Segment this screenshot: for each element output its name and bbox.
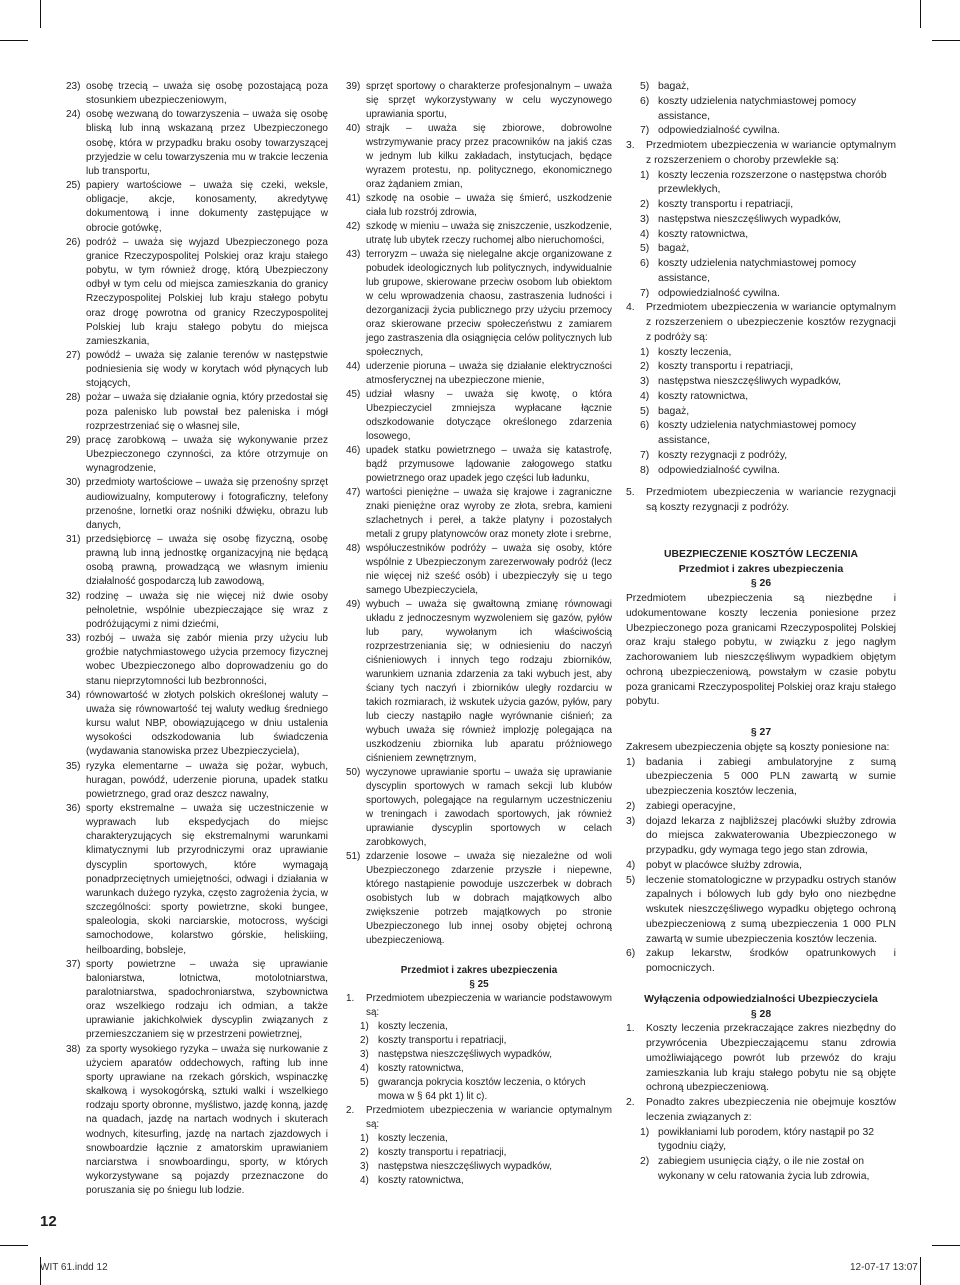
list-item <box>66 590 328 632</box>
list-item <box>346 1034 612 1048</box>
list-item <box>626 449 896 464</box>
list-item-number: 2) <box>640 199 650 210</box>
list-item <box>66 1043 328 1199</box>
list-item-number: 3) <box>626 815 636 827</box>
clause-text: Przedmiotem ubezpieczenia w wariancie optymalnym z rozszerzeniem o choroby przewlekłe są: <box>646 140 896 166</box>
clause-number: 1. <box>346 993 355 1004</box>
list-item-text: osobę wezwaną do towarzyszenia – uważa się osobę bliską lub inną wskazaną przez Ubezpieczonego osobę, która w przypadku braku osoby towarzyszącej przyjedzie w celu towarzyszenia mu w trakcie leczenia lub transportu, <box>86 109 328 177</box>
list-item-text: badania i zabiegi ambulatoryjne z sumą ubezpieczenia 5 000 PLN zawartą w sumie ubezpieczenia kosztów leczenia, <box>646 756 896 797</box>
list-item-number: 6) <box>640 95 650 107</box>
list-item-text: przedsiębiorcę – uważa się osobę fizyczną, osobę prawną lub inną jednostkę organizacyjną nie będącą osobą prawną, prowadzącą we własnym imieniu działalność gospodarczą lub zawodową, <box>86 534 328 588</box>
list-item <box>66 689 328 760</box>
list-item-number: 8) <box>640 464 650 476</box>
list-item-text: zabiegiem usunięcia ciąży, o ile nie został on wykonany w celu ratowania życia lub zdrowia, <box>658 1156 870 1182</box>
list-item-text: odpowiedzialność cywilna. <box>658 287 780 299</box>
clause-number: 4. <box>626 302 635 314</box>
list-item-number: 7) <box>640 287 650 299</box>
list-item-text: bagaż, <box>658 405 690 417</box>
list-item-number: 4) <box>640 390 650 402</box>
list-item <box>66 108 328 179</box>
list-item <box>626 257 896 287</box>
list-item-number: 1) <box>640 1126 650 1138</box>
list-item-number: 2) <box>360 1147 369 1158</box>
list-item <box>626 947 896 977</box>
list-item <box>346 1076 612 1104</box>
list-item <box>66 349 328 391</box>
list-item-text: podróż – uważa się wyjazd Ubezpieczonego poza granice Rzeczypospolitej Polskiej oraz kraju stałego pobytu, w tym również drogę, którą Ubezpieczony odbył w tym celu od miejsca zamieszkania do granicy Rzeczypospolitej Polskiej lub kraju stałego pobytu oraz drogę powrotna od granicy Rzeczypospolitej Polskiej lub kraju stałego pobytu do miejsca zamieszkania, <box>86 236 328 347</box>
list-item <box>346 850 612 948</box>
clause-text: Przedmiotem ubezpieczenia w wariancie optymalnym z rozszerzeniem o ubezpieczenie kosztów rezygnacji z podróży są: <box>646 302 896 343</box>
list-item-text: udział własny – uważa się kwotę, o która Ubezpieczyciel zmniejsza wypłacane łącznie odszkodowanie dotyczące określonego zdarzenia losowego, <box>366 389 612 442</box>
list-item-number: 1) <box>360 1133 369 1144</box>
list-item-number: 50) <box>346 767 361 778</box>
list-item <box>346 220 612 248</box>
list-item <box>346 542 612 598</box>
list-item-number: 3) <box>640 376 650 387</box>
list-item-number: 40) <box>346 123 361 134</box>
list-item <box>626 1155 896 1185</box>
list-item-text: odpowiedzialność cywilna. <box>658 464 780 476</box>
list-item-text: zabiegi operacyjne, <box>646 800 736 812</box>
list-item <box>626 756 896 800</box>
exclusions-heading: Wyłączenia odpowiedzialności Ubezpieczyciela <box>644 993 878 1005</box>
clause-text: Koszty leczenia przekraczające zakres niezbędny do przywrócenia Ubezpieczającemu stanu zdrowia umożliwiającego powrót lub przewóz do kraju zamieszkania lub kraju stałego pobytu nie są objęte ochroną ubezpieczeniową. <box>646 1023 896 1094</box>
list-item <box>66 434 328 476</box>
list-item-text: koszty transportu i repatriacji, <box>378 1035 507 1046</box>
list-item-number: 38) <box>66 1043 81 1055</box>
clause-28-2-sublist <box>626 1126 896 1185</box>
clause-28-2 <box>626 1096 896 1126</box>
list-item-text: koszty leczenia, <box>378 1021 448 1032</box>
list-item <box>66 760 328 802</box>
list-item-text: sporty ekstremalne – uważa się uczestniczenie w wyprawach lub ekspedycjach do miejsc charakteryzujących się ekstremalnymi warunkami klimatycznymi lub przyrodniczymi oraz uprawianie dyscyplin sportowych, które wymagają ponadprzeciętnych umiejętności, odwagi i działania w warunkach dużego ryzyka, często zagrożenia życia, w szczególności: sporty powietrzne, skoki bungee, spaleologia, skoki narciarskie, motocross, wyścigi samochodowe, kolarstwo górskie, heliskiing, heilboarding, bobsleje, <box>86 802 328 956</box>
clause-number: 2. <box>346 1105 355 1116</box>
list-item <box>346 766 612 850</box>
list-item <box>346 1160 612 1174</box>
list-item <box>66 391 328 433</box>
list-item-number: 37) <box>66 958 81 970</box>
clause-number: 5. <box>626 487 635 499</box>
list-item <box>346 598 612 766</box>
list-item <box>626 800 896 815</box>
list-item-text: koszty transportu i repatriacji, <box>658 361 794 373</box>
list-item-text: koszty leczenia, <box>378 1133 448 1144</box>
section-number-25: § 25 <box>469 979 489 990</box>
list-item-number: 4) <box>360 1063 369 1074</box>
list-item-number: 51) <box>346 851 361 862</box>
clause-25-2 <box>346 1104 612 1132</box>
list-item-number: 4) <box>626 859 636 871</box>
list-item <box>66 958 328 1043</box>
list-item <box>66 236 328 349</box>
list-item-text: rodzinę – uważa się nie więcej niż dwie osoby pełnoletnie, wspólnie ubezpieczające się wraz z podróżującymi z nimi dziećmi, <box>86 590 328 630</box>
list-item-text: uderzenie pioruna – uważa się działanie elektryczności atmosferycznej na ubezpieczone mienie, <box>366 361 612 386</box>
list-item-text: współuczestników podróży – uważa się osoby, które wspólnie z Ubezpieczonym zarezerwowały podróż (lecz nie więcej niż sześć osób) i ubezpieczyły się u tego samego Ubezpieczyciela, <box>366 543 612 596</box>
list-item-number: 25) <box>66 180 81 192</box>
list-item <box>346 486 612 542</box>
list-item-number: 1) <box>360 1021 369 1032</box>
clause-25-1-sublist <box>346 1020 612 1104</box>
clause-text: Przedmiotem ubezpieczenia w wariancie rezygnacji są koszty rezygnacji z podróży. <box>646 487 896 513</box>
list-item <box>346 1062 612 1076</box>
list-item-number: 47) <box>346 487 361 498</box>
list-item <box>626 228 896 243</box>
crop-mark-top-left-h <box>0 40 28 41</box>
list-item-number: 35) <box>66 760 81 772</box>
list-item <box>346 248 612 360</box>
clause-28-1 <box>626 1022 896 1096</box>
list-item-number: 6) <box>640 258 650 269</box>
list-item-number: 2) <box>640 1156 650 1167</box>
list-item-text: przedmioty wartościowe – uważa się przenośny sprzęt audiowizualny, komputerowy i fotograficzny, telefony przenośne, lornetki oraz nośniki dźwięku, obrazu lub danych, <box>86 477 328 531</box>
list-item <box>346 1048 612 1062</box>
list-item <box>66 476 328 533</box>
list-item-text: za sporty wysokiego ryzyka – uważa się nurkowanie z użyciem aparatów oddechowych, rafting lub inne sporty uprawiane na rzekach górskich, wspinaczkę skałkową i wysokogórską, sztuki walki i wszelkiego rodzaju sporty obronne, myślistwo, jazdę konną, jazdę na quadach, jazdę na nartach wodnych i skuterach wodnych, kitesurfing, jazdę na nartach zjazdowych i snowboardzie łącznie z amatorskim uprawianiem narciarstwa i snowboardingu, sporty, w których wykorzystywane są pojazdy przeznaczone do poruszania się po śniegu lub lodzie. <box>86 1043 328 1197</box>
list-item-text: koszty ratownictwa, <box>658 390 749 402</box>
list-item <box>346 1132 612 1146</box>
list-item <box>346 1020 612 1034</box>
list-item-text: zakup lekarstw, środków opatrunkowych i pomocniczych. <box>646 948 896 974</box>
list-item-text: odpowiedzialność cywilna. <box>658 125 780 137</box>
clause-number: 3. <box>626 140 635 151</box>
list-item-number: 1) <box>626 756 636 768</box>
list-item-text: sprzęt sportowy o charakterze profesjonalnym – uważa się sprzęt wykorzystywany w celu wyczynowego uprawiania sportu, <box>366 81 612 120</box>
list-item-text: równowartość w złotych polskich określonej waluty – uważa się równowartość tej waluty według średniego kursu walut NBP, obowiązującego w dniu ustalenia wysokości odszkodowania lub świadczenia (wydawania stanowiska przez Ubezpieczyciela), <box>86 689 328 758</box>
list-item <box>346 122 612 192</box>
section-26-text: Przedmiotem ubezpieczenia są niezbędne i udokumentowane koszty leczenia poniesione przez Ubezpieczonego poza granicami Rzeczypospolitej Polskiej oraz kraju stałego pobytu, w związku z jego nagłym zachorowaniem lub nieszczęśliwym wypadkiem objętym ochroną ubezpieczeniową, powstałym w czasie pobytu poza granicami Rzeczypospolitej Polskiej oraz kraju stałego pobytu. <box>626 593 896 708</box>
list-item-text: wartości pieniężne – uważa się krajowe i zagraniczne znaki pieniężne oraz wyroby ze złota, srebra, kamieni szlachetnych i pereł, a także platyny i pozostałych metali z grupy platynowców oraz monety złote i srebrne, <box>366 487 612 540</box>
list-item-text: następstwa nieszczęśliwych wypadków, <box>378 1049 552 1060</box>
list-item-number: 32) <box>66 590 81 602</box>
list-item-text: rozbój – uważa się zabór mienia przy użyciu lub groźbie natychmiastowego użycia przemocy fizycznej wobec Ubezpieczonego albo doprowadzeniu go do stanu nieprzytomności lub bezbronności, <box>86 633 328 687</box>
list-item-text: następstwa nieszczęśliwych wypadków, <box>658 376 842 387</box>
list-item-number: 33) <box>66 633 81 645</box>
clause-25-3-sublist <box>626 169 896 302</box>
list-item-number: 43) <box>346 249 361 260</box>
list-item-text: strajk – uważa się zbiorowe, dobrowolne wstrzymywanie pracy przez pracowników na jakiś czas w jednym lub kilku zakładach, instytucjach, będące wyrazem protestu, np. politycznego, ekonomicznego oraz żądaniem zmian, <box>366 123 612 190</box>
list-item <box>626 80 896 95</box>
list-item-text: koszty ratownictwa, <box>378 1063 464 1074</box>
list-item-text: papiery wartościowe – uważa się czeki, weksle, obligacje, akcje, konosamenty, akredytywę dokumentową i inne dokumenty zastępujące w obrocie gotówkę, <box>86 180 328 234</box>
list-item-text: następstwa nieszczęśliwych wypadków, <box>378 1161 552 1172</box>
list-item-text: wybuch – uważa się gwałtowną zmianę równowagi układu z jednoczesnym wyzwoleniem się gazów, pyłów lub pary, wywołanym ich właściwością rozprzestrzeniania się; w odniesieniu do naczyń ciśnieniowych i innych tego rodzaju zbiorników, warunkiem uznania zdarzenia za taki wybuch jest, aby ściany tych naczyń i zbiorników uległy rozdarciu w takich rozmiarach, iż wskutek użycia gazów, pyłów, pary lub cieczy nastąpiło nagłe wyrównanie ciśnień; za wybuch uważa się również implozję polegająca na uszkodzeniu zbiornika lub aparatu próżniowego ciśnieniem zewnętrznym, <box>366 599 612 764</box>
clause-25-1 <box>346 992 612 1020</box>
print-slug-file: WIT 61.indd 12 <box>40 1262 108 1273</box>
clause-number: 2. <box>626 1097 635 1108</box>
clause-25-4 <box>626 301 896 345</box>
section-number-27: § 27 <box>750 727 772 738</box>
list-item-text: bagaż, <box>658 243 690 255</box>
list-item <box>626 405 896 420</box>
list-item <box>626 124 896 139</box>
page-number: 12 <box>40 1213 57 1230</box>
list-item-text: powikłaniami lub porodem, który nastąpił po 32 tygodniu ciąży, <box>658 1126 875 1153</box>
section-heading: Przedmiot i zakres ubezpieczenia <box>400 965 558 976</box>
crop-mark-bottom-left-h <box>0 1245 28 1246</box>
clause-25-2-sublist-continued <box>626 80 896 139</box>
section-number-26: § 26 <box>750 578 772 590</box>
list-item-text: koszty rezygnacji z podróży, <box>658 449 788 461</box>
list-item <box>66 533 328 590</box>
list-item-text: następstwa nieszczęśliwych wypadków, <box>658 213 842 225</box>
list-item-text: sporty powietrzne – uważa się uprawianie baloniarstwa, lotnictwa, motolotniarstwa, paralotniarstwa, spadochroniarstwa, szybownictwa oraz wszelkiego rodzaju ich odmian, a także uprawianie jakichkolwiek dyscyplin związanych z przemieszczaniem się w przestrzeni powietrznej, <box>86 958 328 1041</box>
list-item-number: 44) <box>346 361 361 372</box>
list-item-number: 3) <box>640 213 650 225</box>
list-item-text: pobyt w placówce służby zdrowia, <box>646 859 802 871</box>
section-27-intro: Zakresem ubezpieczenia objęte są koszty poniesione na: <box>626 741 890 753</box>
list-item <box>626 346 896 361</box>
crop-mark-top-left <box>40 0 41 28</box>
list-item <box>66 80 328 108</box>
list-item-text: pracę zarobkową – uważa się wykonywanie przez Ubezpieczonego czynności, za które otrzymuje on wynagrodzenie, <box>86 434 328 475</box>
list-item-number: 42) <box>346 221 361 232</box>
list-item-number: 28) <box>66 392 81 404</box>
clause-25-3 <box>626 139 896 169</box>
list-item-number: 5) <box>640 243 650 255</box>
clause-text: Przedmiotem ubezpieczenia w wariancie podstawowym są: <box>366 993 612 1018</box>
list-item <box>626 390 896 405</box>
list-item-number: 6) <box>626 948 636 960</box>
list-item-number: 27) <box>66 349 81 361</box>
list-item-number: 7) <box>640 125 650 137</box>
list-item <box>626 464 896 479</box>
list-item-text: bagaż, <box>658 81 690 92</box>
list-item-text: koszty transportu i repatriacji, <box>658 199 794 210</box>
list-item-number: 29) <box>66 434 81 446</box>
list-item <box>346 444 612 486</box>
list-item <box>626 419 896 449</box>
list-item <box>626 360 896 375</box>
list-item-text: koszty udzielenia natychmiastowej pomocy assistance, <box>658 420 857 446</box>
list-item <box>346 360 612 388</box>
list-item-number: 31) <box>66 534 81 545</box>
section-number-28: § 28 <box>750 1008 772 1020</box>
list-item-text: koszty udzielenia natychmiastowej pomocy assistance, <box>658 95 857 122</box>
list-item <box>626 198 896 213</box>
list-item-number: 39) <box>346 81 361 92</box>
list-item-number: 41) <box>346 193 361 204</box>
list-item <box>626 169 896 199</box>
list-item-number: 36) <box>66 802 81 814</box>
crop-mark-bottom-right <box>920 1257 921 1285</box>
list-item <box>346 1146 612 1160</box>
clause-25-4-sublist <box>626 346 896 479</box>
list-item-text: leczenie stomatologiczne w przypadku ostrych stanów zapalnych i bólowych lub gdy było ono niezbędne wskutek nieszczęśliwego wypadku objętego ochroną ubezpieczeniową z sumą ubezpieczenia 1 000 PLN zawartą w sumie ubezpieczenia kosztów leczenia. <box>646 874 896 945</box>
list-item-number: 3) <box>360 1049 369 1060</box>
list-item-text: terroryzm – uważa się nielegalne akcje organizowane z pobudek ideologicznych lub politycznych, indywidualnie lub grupowe, skierowane przeciw osobom lub obiektom w celu wprowadzenia chaosu, zastraszenia ludności i dezorganizacji życia publicznego przy użyciu przemocy oraz skierowane przeciw społeczeństwu z zamiarem jego zastraszenia dla osiągnięcia celów politycznych lub społecznych, <box>366 249 612 358</box>
list-item-number: 6) <box>640 420 650 432</box>
list-item <box>346 192 612 220</box>
definitions-list-continued <box>346 80 612 948</box>
crop-mark-top-right <box>920 0 921 28</box>
list-item-number: 5) <box>626 874 636 886</box>
crop-mark-bottom-right-h <box>932 1245 960 1246</box>
list-item-text: pożar – uważa się działanie ognia, który przedostał się poza palenisko lub powstał bez paleniska i mógł rozprzestrzeniać się o własnej sile, <box>86 392 328 432</box>
list-item-number: 26) <box>66 236 81 248</box>
list-item <box>66 802 328 958</box>
list-item-number: 49) <box>346 599 361 610</box>
list-item-text: zdarzenie losowe – uważa się niezależne od woli Ubezpieczonego zdarzenie przyszłe i niepewne, którego nastąpienie powoduje uszczerbek w dobrach osobistych lub w dobrach majątkowych albo zwiększenie potrzeb majątkowych po stronie Ubezpieczonego lub innej osoby objętej ochroną ubezpieczeniową. <box>366 851 612 946</box>
list-item-text: wyczynowe uprawianie sportu – uważa się uprawianie dyscyplin sportowych w ramach sekcji lub klubów sportowych, polegające na regularnym uczestniczeniu w treningach i zawodach sportowych, jak również uprawianie dyscyplin sportowych w celach zarobkowych, <box>366 767 612 848</box>
section-heading: Przedmiot i zakres ubezpieczenia <box>678 563 844 575</box>
list-item-text: koszty udzielenia natychmiastowej pomocy assistance, <box>658 258 857 284</box>
list-item-number: 48) <box>346 543 361 554</box>
list-item-text: koszty leczenia rozszerzone o następstwa chorób przewlekłych, <box>658 169 887 196</box>
list-item <box>346 388 612 444</box>
crop-mark-top-right-h <box>932 40 960 41</box>
column-right <box>626 80 896 1185</box>
list-item <box>626 1126 896 1156</box>
list-item <box>346 1174 612 1188</box>
column-left <box>66 80 328 1198</box>
list-item <box>626 287 896 302</box>
column-middle <box>346 80 612 1188</box>
list-item-number: 30) <box>66 477 81 489</box>
list-item-number: 45) <box>346 389 361 400</box>
list-item <box>626 874 896 948</box>
list-item-text: koszty ratownictwa, <box>378 1175 464 1186</box>
list-item <box>66 179 328 236</box>
list-item-text: upadek statku powietrznego – uważa się katastrofę, bądź przymusowe lądowanie załogowego statku powietrznego oraz upadek jego części lub ładunku, <box>366 445 612 484</box>
list-item <box>626 95 896 125</box>
list-item-number: 4) <box>640 228 650 240</box>
list-item-number: 4) <box>360 1175 369 1186</box>
list-item <box>346 80 612 122</box>
list-item-number: 34) <box>66 689 81 701</box>
list-item-number: 3) <box>360 1161 369 1172</box>
list-item-text: koszty ratownictwa, <box>658 228 749 240</box>
chapter-heading: UBEZPIECZENIE KOSZTÓW LECZENIA <box>664 548 858 560</box>
list-item-text: gwarancja pokrycia kosztów leczenia, o których mowa w § 64 pkt 1) lit c). <box>378 1077 586 1102</box>
list-item-text: ryzyka elementarne – uważa się pożar, wybuch, huragan, powódź, uderzenie pioruna, upadek statku powietrznego, grad oraz deszcz nawalny, <box>86 760 328 800</box>
list-item-number: 2) <box>640 361 650 373</box>
list-item-number: 5) <box>360 1077 369 1088</box>
list-item-number: 7) <box>640 449 650 461</box>
list-item-text: powódź – uważa się zalanie terenów w następstwie podniesienia się wody w korytach wód płynących lub stojących, <box>86 349 328 390</box>
list-item-text: koszty leczenia, <box>658 346 732 358</box>
list-item-text: koszty transportu i repatriacji, <box>378 1147 507 1158</box>
list-item-number: 5) <box>640 405 650 417</box>
list-item <box>66 632 328 689</box>
list-item <box>626 859 896 874</box>
list-item-text: osobę trzecią – uważa się osobę pozostającą poza stosunkiem ubezpieczeniowym, <box>86 81 328 107</box>
list-item <box>626 815 896 859</box>
list-item-number: 5) <box>640 81 650 92</box>
clause-text: Ponadto zakres ubezpieczenia nie obejmuje kosztów leczenia związanych z: <box>646 1097 896 1123</box>
list-item-text: dojazd lekarza z najbliższej placówki służby zdrowia do miejsca zakwaterowania Ubezpieczonego w przypadku, gdy wymaga tego jego stan zdrowia, <box>646 815 896 856</box>
list-item-number: 1) <box>640 346 650 358</box>
list-item-text: szkodę na osobie – uważa się śmierć, uszkodzenie ciała lub rozstrój zdrowia, <box>366 193 612 218</box>
print-slug-timestamp: 12-07-17 13:07 <box>850 1262 918 1273</box>
list-item-number: 2) <box>626 800 636 812</box>
list-item-number: 2) <box>360 1035 369 1046</box>
list-item <box>626 375 896 390</box>
list-item-number: 1) <box>640 169 650 181</box>
clause-25-2-sublist <box>346 1132 612 1188</box>
list-item-number: 23) <box>66 81 81 92</box>
list-item <box>626 213 896 228</box>
clause-text: Przedmiotem ubezpieczenia w wariancie optymalnym są: <box>366 1105 612 1130</box>
list-item <box>626 242 896 257</box>
list-item-text: szkodę w mieniu – uważa się zniszczenie, uszkodzenie, utratę lub ubytek rzeczy ruchomej albo nieruchomości, <box>366 221 612 246</box>
clause-25-5 <box>626 486 896 516</box>
clause-number: 1. <box>626 1023 635 1035</box>
list-item-number: 46) <box>346 445 361 456</box>
list-item-number: 24) <box>66 109 81 121</box>
section-27-list <box>626 756 896 977</box>
